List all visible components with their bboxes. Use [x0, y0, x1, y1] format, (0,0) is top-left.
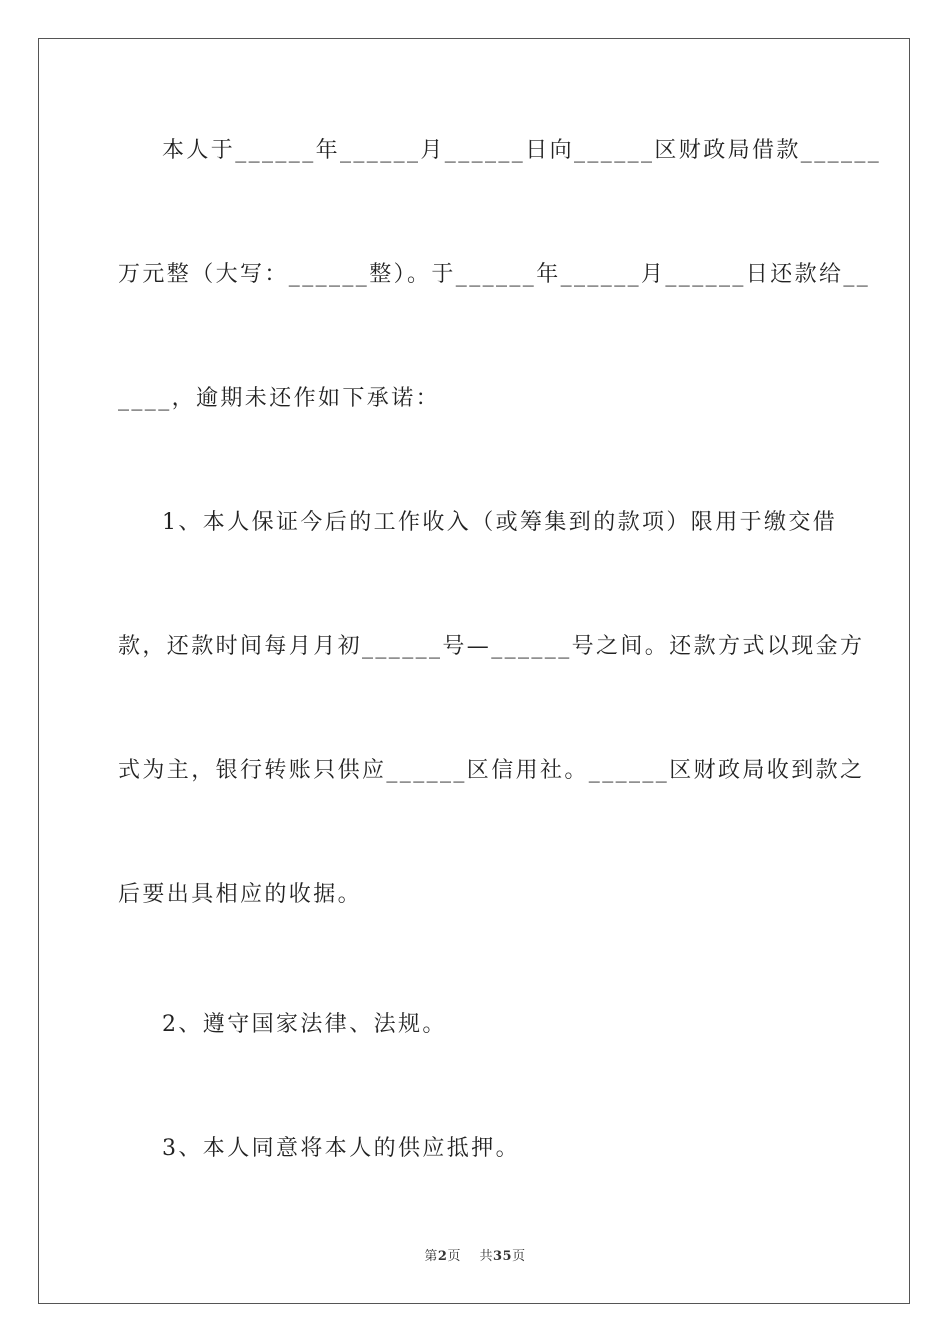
paragraph-line: 款，还款时间每月月初______号—______号之间。还款方式以现金方 [118, 634, 865, 659]
clause-3-line: 3、本人同意将本人的供应抵押。 [162, 1136, 520, 1161]
page-footer [0, 1248, 950, 1266]
paragraph-line: 式为主，银行转账只供应______区信用社。______区财政局收到款之 [118, 758, 865, 783]
total-suffix: 页 [512, 1249, 526, 1264]
page-border [38, 38, 910, 1304]
total-prefix: 共 [479, 1249, 493, 1264]
clause-2-line: 2、遵守国家法律、法规。 [162, 1012, 447, 1037]
total-pages: 35 [493, 1249, 513, 1264]
page-prefix: 第 [424, 1249, 438, 1264]
paragraph-line: 万元整（大写：______整）。于______年______月______日还款给__ [118, 262, 871, 287]
page-suffix: 页 [447, 1249, 461, 1264]
paragraph-line: ____，逾期未还作如下承诺： [118, 386, 441, 411]
paragraph-line: 后要出具相应的收据。 [118, 882, 363, 907]
clause-1-line: 1、本人保证今后的工作收入（或筹集到的款项）限用于缴交借 [162, 510, 838, 535]
page-number: 2 [437, 1249, 448, 1264]
paragraph-line: 本人于______年______月______日向______区财政局借款______ [162, 138, 882, 163]
